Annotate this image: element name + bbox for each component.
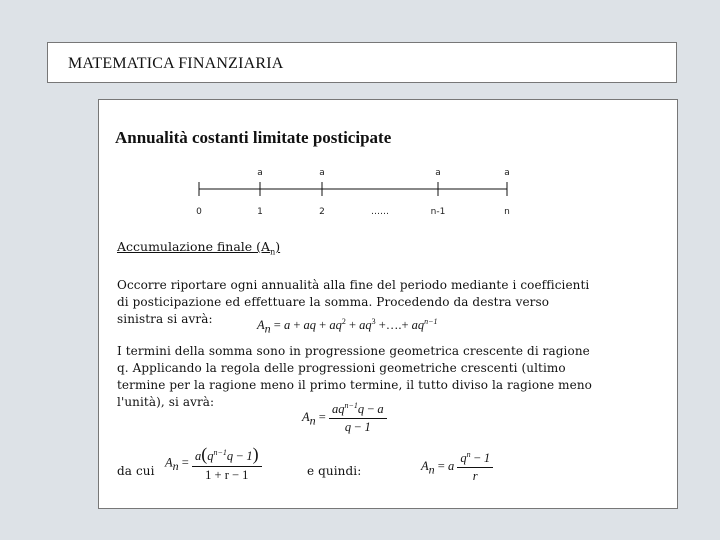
formula-da-cui: $A_n$ = $\frac{a(q^{n-1}q - 1)}{1 + r - 1}$ — [165, 444, 262, 483]
accumulation-heading: Accumulazione finale $(A_n)$ — [117, 239, 281, 257]
period-label-1: 1 — [257, 207, 263, 217]
slide-title: Annualità costanti limitate posticipate — [115, 128, 392, 147]
formula-final: $A_n = a$ $\frac{q^n - 1}{r}$ — [421, 450, 493, 484]
period-label-ellipsis: …… — [371, 207, 389, 217]
payment-label-n: a — [504, 168, 510, 178]
period-label-2: 2 — [319, 207, 325, 217]
paragraph-geometric-progression: I termini della somma sono in progressione geometrica crescente di ragione q. Applicando la regola delle progressioni geometriche crescenti (ultimo termine per la ragione meno il primo termine, il tutto diviso la ragione meno l'unità), si avrà: — [117, 344, 592, 409]
payment-label-1: a — [257, 168, 263, 178]
period-label-0: 0 — [196, 207, 202, 217]
paragraph-posticipation: Occorre riportare ogni annualità alla fine del periodo mediante i coefficienti di posticipazione ed effettuare la somma. Procedendo da destra verso sinistra si avrà: — [117, 278, 590, 326]
e-quindi-label: e quindi: — [307, 464, 362, 478]
payment-label-2: a — [319, 168, 325, 178]
period-label-n-1: n-1 — [430, 207, 446, 217]
slide-content — [98, 99, 678, 509]
formula-sum: $A_n = a$ + aq + $aq^2 + aq^3$ +….+ $aq^{n-1}$ — [257, 317, 438, 336]
formula-geometric-sum: $A_n$ = $\frac{aq^{n-1}q - a}{q - 1}$ — [302, 401, 387, 435]
header-bar — [47, 42, 677, 83]
timeline-axis — [99, 100, 679, 235]
da-cui-label: da cui — [117, 464, 155, 478]
payment-label-n-1: a — [435, 168, 441, 178]
header-title: MATEMATICA FINANZIARIA — [68, 55, 284, 72]
period-label-n: n — [504, 207, 510, 217]
